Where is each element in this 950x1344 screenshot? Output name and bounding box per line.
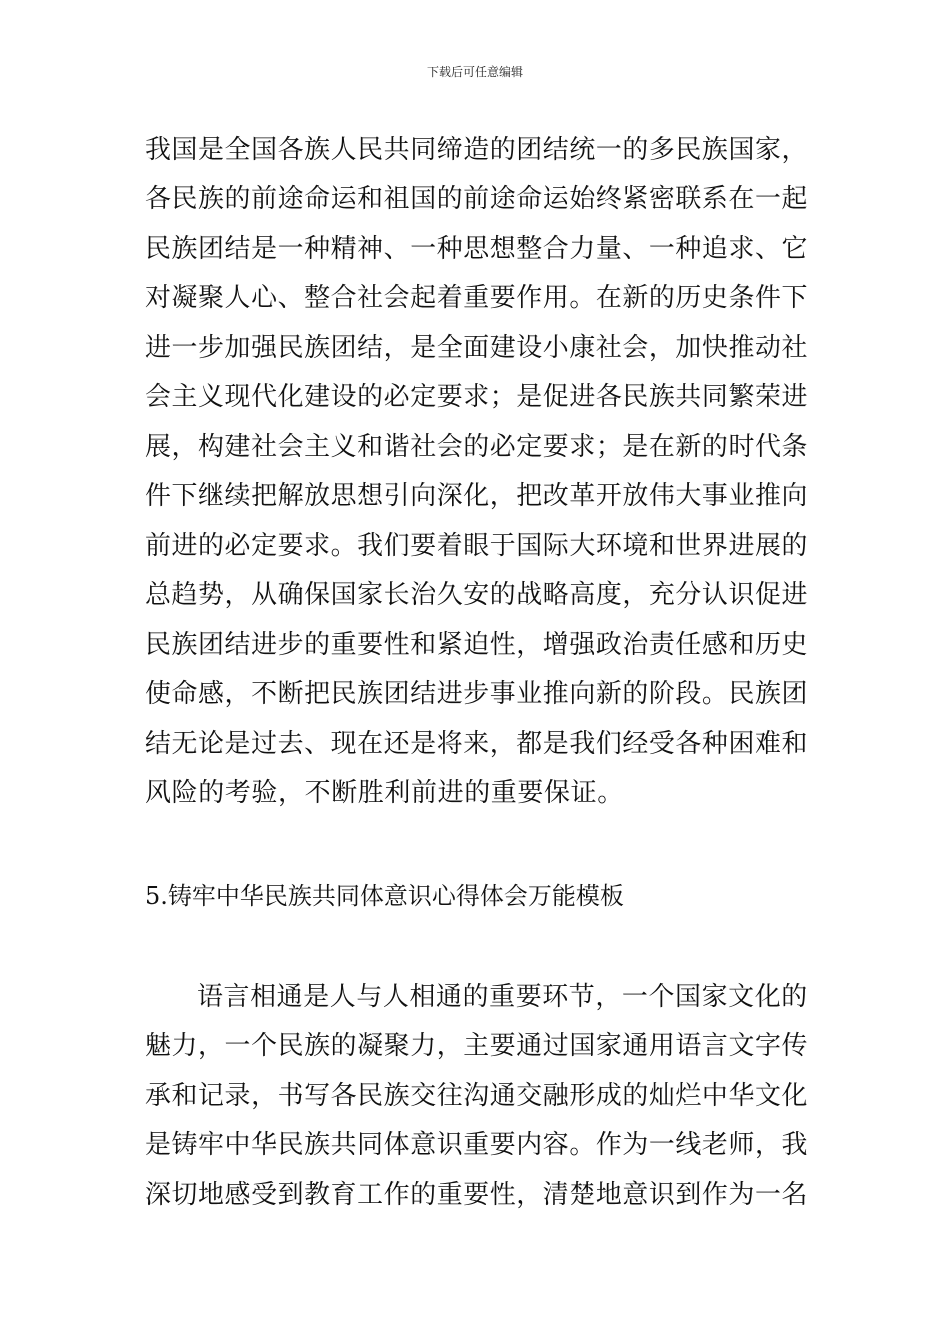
text-line: 总趋势，从确保国家长治久安的战略高度，充分认识促进 [145,580,809,610]
text-line: 进一步加强民族团结，是全面建设小康社会，加快推动社 [145,333,809,363]
text-line: 风险的考验，不断胜利前进的重要保证。 [145,778,624,808]
text-line: 前进的必定要求。我们要着眼于国际大环境和世界进展的 [145,531,809,561]
text-line: 民族团结进步的重要性和紧迫性，增强政治责任感和历史 [145,630,809,660]
text-line: 魅力，一个民族的凝聚力，主要通过国家通用语言文字传 [145,1031,809,1061]
section-heading: 5.铸牢中华民族共同体意识心得体会万能模板 [145,882,624,910]
text-line: 结无论是过去、现在还是将来，都是我们经受各种困难和 [145,729,809,759]
text-line: 我国是全国各族人民共同缔造的团结统一的多民族国家， [145,135,809,165]
text-line: 承和记录，书写各民族交往沟通交融形成的灿烂中华文化 [145,1081,809,1111]
text-line: 对凝聚人心、整合社会起着重要作用。在新的历史条件下 [145,283,809,313]
text-line: 展，构建社会主义和谐社会的必定要求；是在新的时代条 [145,432,809,462]
page-header: 下载后可任意编辑 [426,65,523,79]
text-line: 深切地感受到教育工作的重要性，清楚地意识到作为一名 [145,1180,809,1210]
text-line: 语言相通是人与人相通的重要环节，一个国家文化的 [197,982,808,1012]
text-line: 民族团结是一种精神、一种思想整合力量、一种追求、它 [145,234,809,264]
text-line: 件下继续把解放思想引向深化，把改革开放伟大事业推向 [145,481,809,511]
text-line: 是铸牢中华民族共同体意识重要内容。作为一线老师，我 [145,1130,809,1160]
text-line: 会主义现代化建设的必定要求；是促进各民族共同繁荣进 [145,382,809,412]
text-line: 使命感，不断把民族团结进步事业推向新的阶段。民族团 [145,679,809,709]
text-line: 各民族的前途命运和祖国的前途命运始终紧密联系在一起 [145,184,809,214]
